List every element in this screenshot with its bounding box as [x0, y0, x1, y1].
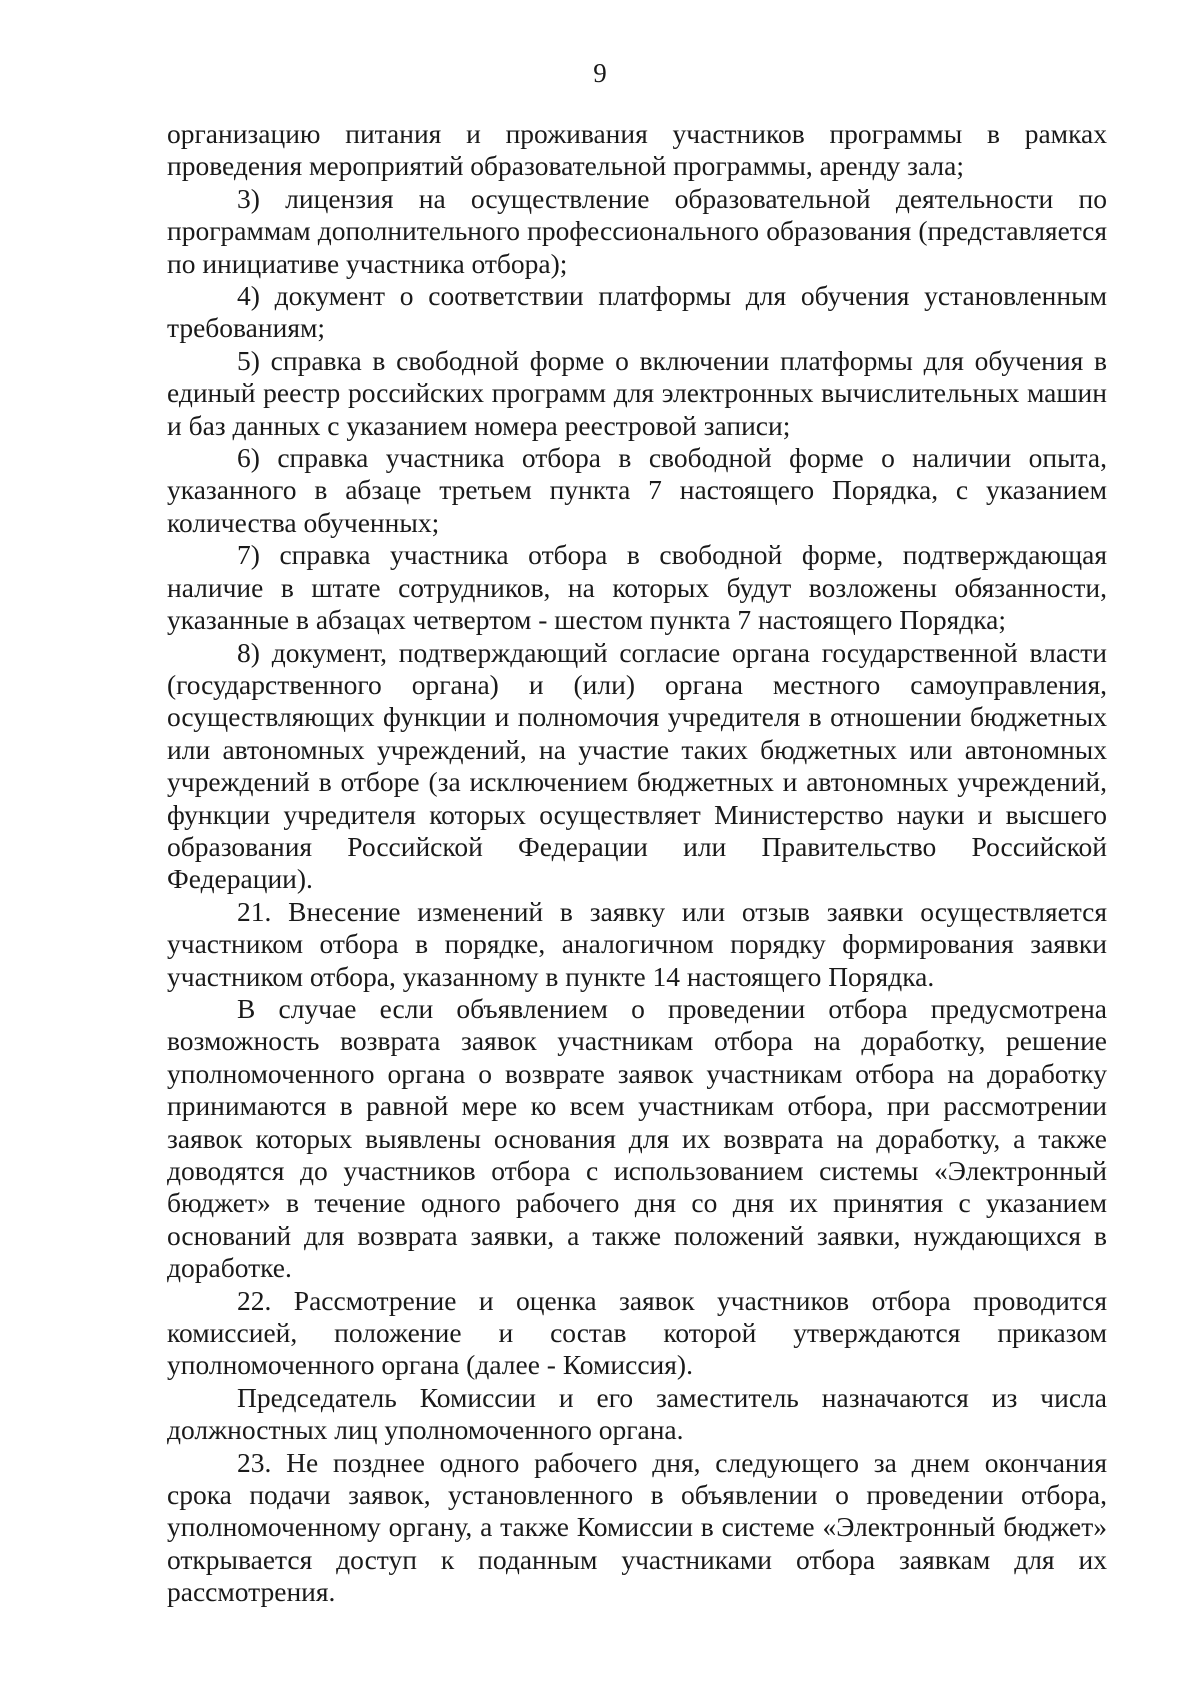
paragraph-continuation: организацию питания и проживания участников программы в рамках проведения мероприятий образовательной программы, аренду зала;	[167, 118, 1107, 182]
paragraph-item-6: 6) справка участника отбора в свободной форме о наличии опыта, указанного в абзаце третьем пункта 7 настоящего Порядка, с указанием количества обученных;	[167, 442, 1107, 538]
paragraph-item-8: 8) документ, подтверждающий согласие органа государственной власти (государственного органа) и (или) органа местного самоуправления, осуществляющих функции и полномочия учредителя в отношении бюджетных или автономных учреждений, на участие таких бюджетных или автономных учреждений в отборе (за исключением бюджетных и автономных учреждений, функции учредителя которых осуществляет Министерство науки и высшего образования Российской Федерации или Правительство Российской Федерации).	[167, 636, 1107, 895]
paragraph-clause-22-chair: Председатель Комиссии и его заместитель назначаются из числа должностных лиц уполномоченного органа.	[167, 1381, 1107, 1446]
document-body	[167, 118, 1107, 1609]
paragraph-clause-21-return: В случае если объявлением о проведении отбора предусмотрена возможность возврата заявок участникам отбора на доработку, решение уполномоченного органа о возврате заявок участникам отбора на доработку принимаются в равной мере ко всем участникам отбора, при рассмотрении заявок которых выявлены основания для их возврата на доработку, а также доводятся до участников отбора с использованием системы «Электронный бюджет» в течение одного рабочего дня со дня их принятия с указанием оснований для возврата заявки, а также положений заявки, нуждающихся в доработке.	[167, 992, 1107, 1284]
paragraph-item-7: 7) справка участника отбора в свободной форме, подтверждающая наличие в штате сотрудников, на которых будут возложены обязанности, указанные в абзацах четвертом - шестом пункта 7 настоящего Порядка;	[167, 539, 1107, 636]
paragraph-clause-23: 23. Не позднее одного рабочего дня, следующего за днем окончания срока подачи заявок, установленного в объявлении о проведении отбора, уполномоченному органу, а также Комиссии в системе «Электронный бюджет» открывается доступ к поданным участниками отбора заявкам для их рассмотрения.	[167, 1446, 1107, 1608]
page-number: 9	[593, 58, 607, 88]
paragraph-clause-21: 21. Внесение изменений в заявку или отзыв заявки осуществляется участником отбора в порядке, аналогичном порядку формирования заявки участником отбора, указанному в пункте 14 настоящего Порядка.	[167, 895, 1107, 992]
paragraph-item-3: 3) лицензия на осуществление образовательной деятельности по программам дополнительного профессионального образования (представляется по инициативе участника отбора);	[167, 182, 1107, 279]
paragraph-item-5: 5) справка в свободной форме о включении платформы для обучения в единый реестр российских программ для электронных вычислительных машин и баз данных с указанием номера реестровой записи;	[167, 344, 1107, 441]
paragraph-item-4: 4) документ о соответствии платформы для обучения установленным требованиям;	[167, 280, 1107, 344]
paragraph-clause-22: 22. Рассмотрение и оценка заявок участников отбора проводится комиссией, положение и состав которой утверждаются приказом уполномоченного органа (далее - Комиссия).	[167, 1284, 1107, 1381]
